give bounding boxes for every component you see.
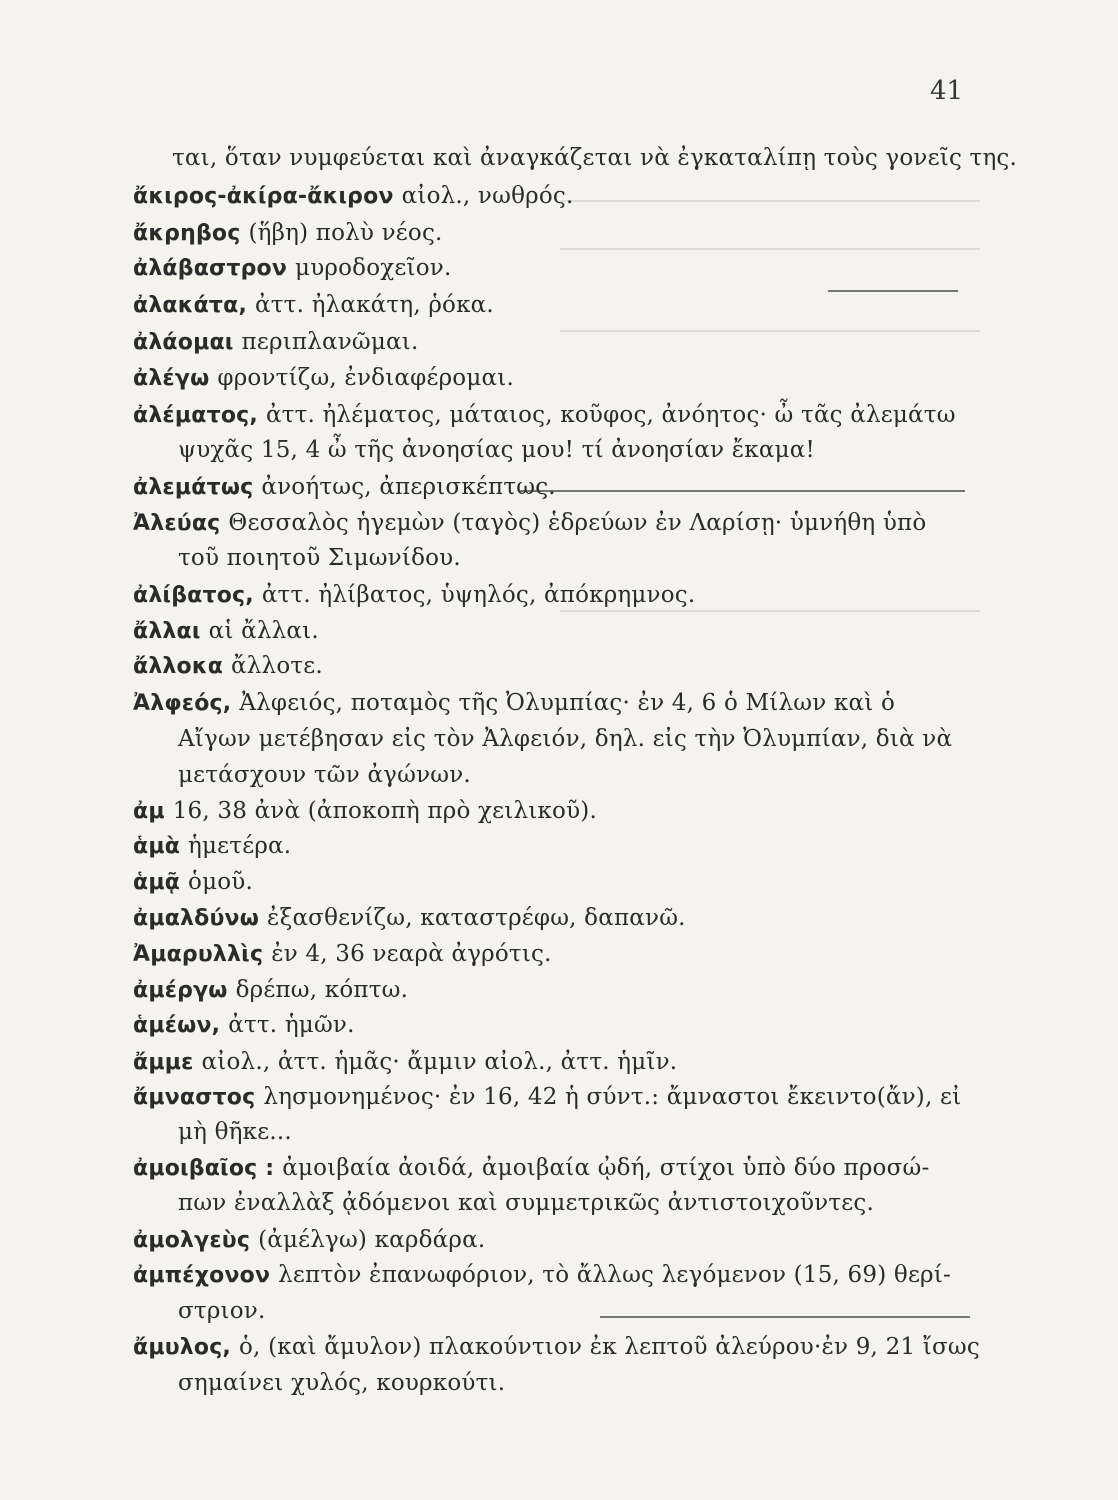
definition-text: ἡμετέρα. <box>188 833 292 859</box>
entry-line <box>133 255 451 281</box>
entry-line <box>133 292 494 318</box>
definition-text: ἀττ. ἠλακάτη, ῥόκα. <box>255 292 494 318</box>
entry-line <box>133 365 514 391</box>
bleed-through-line <box>560 248 980 250</box>
definition-text: πων ἐναλλὰξ ᾀδόμενοι καὶ συμμετρικῶς ἀντιστοιχοῦντες. <box>178 1190 874 1216</box>
entry-line <box>133 618 319 644</box>
headword: ἀλάομαι <box>133 330 234 355</box>
definition-text: αἱ ἄλλαι. <box>208 618 319 644</box>
entry-line <box>178 1190 874 1216</box>
entry-line <box>133 941 552 967</box>
definition-text: σημαίνει χυλός, κουρκούτι. <box>178 1370 506 1396</box>
page-number: 41 <box>930 76 964 106</box>
headword: ἀλακάτα, <box>133 293 248 318</box>
entry-line <box>133 1227 485 1253</box>
entry-line <box>178 762 471 788</box>
definition-text: ἄλλοτε. <box>231 653 323 679</box>
headword: ἀλέματος, <box>133 403 258 428</box>
definition-text: ἐξασθενίζω, καταστρέφω, δαπανῶ. <box>267 905 686 931</box>
entry-line <box>178 1370 505 1396</box>
headword: ἀμοιβαῖος : <box>133 1156 275 1181</box>
entry-line <box>133 690 895 716</box>
headword: Ἀλφεός, <box>133 691 232 716</box>
headword: Ἀλεύας <box>133 511 221 536</box>
definition-text: ἀττ. ἡμῶν. <box>228 1012 355 1038</box>
headword: ἀμέργω <box>133 978 228 1003</box>
headword: ἁμὰ <box>133 834 181 859</box>
definition-text: φροντίζω, ἐνδιαφέρομαι. <box>217 365 514 391</box>
bleed-through-line <box>560 610 980 612</box>
definition-text: τοῦ ποιητοῦ Σιμωνίδου. <box>178 545 461 571</box>
bleed-through-line <box>560 200 980 202</box>
definition-text: ὁμοῦ. <box>188 869 253 895</box>
definition-text: στριον. <box>178 1298 266 1324</box>
headword: ἀμολγεὺς <box>133 1228 251 1253</box>
definition-text: αἰολ., νωθρός. <box>401 183 574 209</box>
definition-text: ἀνοήτως, ἀπερισκέπτως. <box>261 474 556 500</box>
definition-text: ἀμοιβαία ἀοιδά, ἀμοιβαία ᾠδή, στίχοι ὑπὸ δύο προσώ- <box>282 1155 930 1181</box>
definition-text: ἀττ. ἠλίβατος, ὑψηλός, ἀπόκρημνος. <box>261 582 696 608</box>
definition-text: μὴ θῆκε... <box>178 1119 292 1145</box>
definition-text: (ἀμέλγω) καρδάρα. <box>258 1227 486 1253</box>
headword: ἀμπέχονον <box>133 1263 271 1288</box>
definition-text: Ἀλφειός, ποταμὸς τῆς Ὀλυμπίας· ἐν 4, 6 ὁ Μίλων καὶ ὁ <box>239 690 896 716</box>
entry-line <box>178 726 952 752</box>
headword: ἄκρηβος <box>133 221 241 246</box>
headword: Ἀμαρυλλὶς <box>133 942 264 967</box>
entry-line <box>133 653 323 679</box>
definition-text: ἀττ. ἠλέματος, μάταιος, κοῦφος, ἀνόητος· ὦ τᾶς ἀλεμάτω <box>265 402 956 428</box>
entry-line <box>133 798 597 824</box>
ink-rule <box>520 490 965 492</box>
definition-text: αἰολ., ἀττ. ἡμᾶς· ἄμμιν αἰολ., ἀττ. ἡμῖν. <box>201 1049 678 1075</box>
entry-line <box>133 1155 929 1181</box>
definition-text: (ἥβη) πολὺ νέος. <box>248 220 443 246</box>
entry-line <box>133 510 926 536</box>
headword: ἄμμε <box>133 1050 194 1075</box>
entry-line <box>133 220 443 246</box>
headword: ἄλλοκα <box>133 654 224 679</box>
ink-rule <box>600 1316 970 1318</box>
headword: ἀμ <box>133 799 165 824</box>
definition-text: μετάσχουν τῶν ἀγώνων. <box>178 762 471 788</box>
headword: ἀμαλδύνω <box>133 906 260 931</box>
entry-line <box>133 1334 980 1360</box>
entry-line <box>133 474 556 500</box>
headword: ἀλεμάτως <box>133 475 254 500</box>
bleed-through-line <box>560 330 980 332</box>
entry-line <box>133 582 695 608</box>
headword: ἀλίβατος, <box>133 583 254 608</box>
definition-text: λεπτὸν ἐπανωφόριον, τὸ ἄλλως λεγόμενον (15, 69) θερί- <box>278 1262 951 1288</box>
definition-text: Αἴγων μετέβησαν εἰς τὸν Ἀλφειόν, δηλ. εἰς τὴν Ὀλυμπίαν, διὰ νὰ <box>178 726 953 752</box>
definition-text: περιπλανῶμαι. <box>241 329 419 355</box>
definition-text: δρέπω, κόπτω. <box>235 977 409 1003</box>
definition-text: λησμονημένος· ἐν 16, 42 ἡ σύντ.: ἄμναστοι ἔκειντο(ἄν), εἰ <box>263 1084 962 1110</box>
entry-line <box>133 977 408 1003</box>
entry-line <box>133 329 419 355</box>
entry-line <box>133 905 686 931</box>
entry-line <box>133 402 956 428</box>
headword: ἁμέων, <box>133 1013 221 1038</box>
entry-line <box>133 1262 951 1288</box>
definition-text: ψυχᾶς 15, 4 ὦ τῆς ἀνοησίας μου! τί ἀνοησίαν ἔκαμα! <box>178 437 815 463</box>
headword: ἄμυλος, <box>133 1335 231 1360</box>
entry-line <box>133 1084 961 1110</box>
ink-rule <box>828 290 958 292</box>
entry-line <box>133 833 291 859</box>
entry-line <box>133 869 253 895</box>
entry-line <box>133 1049 677 1075</box>
definition-text: ὁ, (καὶ ἄμυλον) πλακούντιον ἐκ λεπτοῦ ἀλεύρου·ἐν 9, 21 ἴσως <box>239 1334 980 1360</box>
definition-text: μυροδοχεῖον. <box>295 255 452 281</box>
definition-text: ται, ὅταν νυμφεύεται καὶ ἀναγκάζεται νὰ ἐγκαταλίπῃ τοὺς γονεῖς της. <box>172 145 1018 171</box>
entry-line <box>178 1298 266 1324</box>
headword: ἄκιρος-ἀκίρα-ἄκιρον <box>133 184 394 209</box>
entry-line <box>172 145 1017 171</box>
headword: ἀλέγω <box>133 366 210 391</box>
headword: ἁμᾷ <box>133 870 181 895</box>
headword: ἄλλαι <box>133 619 201 644</box>
entry-line <box>178 437 815 463</box>
definition-text: Θεσσαλὸς ἡγεμὼν (ταγὸς) ἑδρεύων ἐν Λαρίσῃ· ὑμνήθη ὑπὸ <box>228 510 927 536</box>
entry-line <box>133 1012 355 1038</box>
headword: ἄμναστος <box>133 1085 256 1110</box>
definition-text: ἐν 4, 36 νεαρὰ ἀγρότις. <box>271 941 552 967</box>
entry-line <box>178 1119 292 1145</box>
entry-line <box>133 183 573 209</box>
definition-text: 16, 38 ἀνὰ (ἀποκοπὴ πρὸ χειλικοῦ). <box>172 798 597 824</box>
headword: ἀλάβαστρον <box>133 256 288 281</box>
entry-line <box>178 545 461 571</box>
